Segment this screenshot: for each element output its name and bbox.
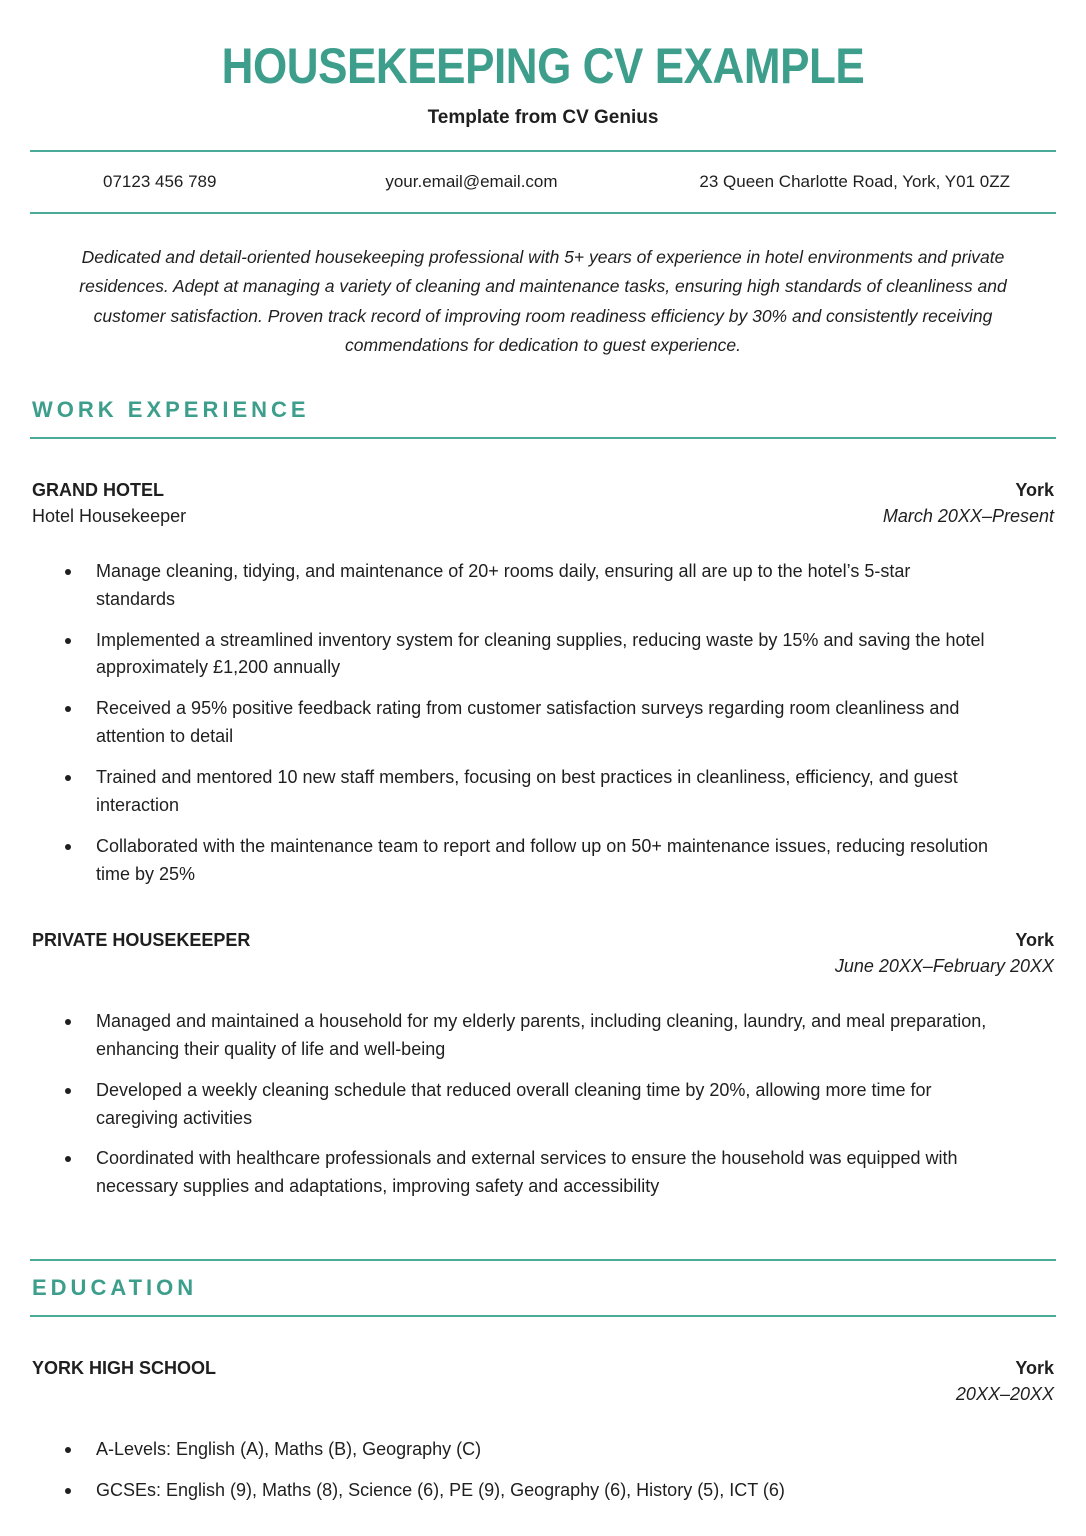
job-header-row <box>32 927 1054 953</box>
bullet-text: Trained and mentored 10 new staff members, focusing on best practices in cleanliness, efficiency, and guest interaction <box>96 767 958 815</box>
page-title: HOUSEKEEPING CV EXAMPLE <box>221 38 865 94</box>
bullet-text: Received a 95% positive feedback rating from customer satisfaction surveys regarding room cleanliness and attention to detail <box>96 698 960 747</box>
job-subheader-row <box>32 953 1054 979</box>
bullet-text: Managed and maintained a household for my elderly parents, including cleaning, laundry, and meal preparation, enhancing their quality of life and well-being <box>96 1010 987 1059</box>
bullet-item <box>65 695 990 751</box>
bullet-icon <box>65 1156 71 1162</box>
bullet-item <box>65 1145 990 1201</box>
bullet-text: GCSEs: English (9), Maths (8), Science (6), PE (9), Geography (6), History (5), ICT (6) <box>96 1480 785 1501</box>
job-dates: June 20XX–February 20XX <box>834 955 1054 976</box>
contact-phone: 07123 456 789 <box>103 172 217 191</box>
bullet-icon <box>65 706 71 712</box>
bullet-item <box>65 833 990 889</box>
professional-summary: Dedicated and detail-oriented housekeeping professional with 5+ years of experience in hotel environments and private residences. Adept at managing a variety of cleaning and maintenance tasks, ensuring high standards of cleanliness and customer satisfaction. Proven track record of improving room readiness efficiency by 30% and consistently receiving commendations for dedication to guest experience. <box>79 247 1007 356</box>
bullet-icon <box>65 775 71 781</box>
section-heading-education: EDUCATION <box>32 1275 198 1301</box>
bullet-icon <box>65 844 71 850</box>
contact-row <box>32 152 1054 212</box>
bullet-icon <box>65 638 71 644</box>
bullet-item <box>65 1008 990 1064</box>
job-bullet-list <box>65 1008 990 1201</box>
bullet-item <box>65 558 990 614</box>
bullet-item <box>65 1436 990 1464</box>
bullet-item <box>65 764 990 820</box>
employer-name: GRAND HOTEL <box>32 479 164 500</box>
school-name: YORK HIGH SCHOOL <box>32 1358 217 1379</box>
job-location: York <box>1015 929 1054 950</box>
bullet-item <box>65 1077 990 1133</box>
job-bullet-list <box>65 558 990 889</box>
section-heading-work-experience: WORK EXPERIENCE <box>32 396 310 422</box>
bullet-text: Collaborated with the maintenance team to report and follow up on 50+ maintenance issues, reducing resolution time by 25% <box>96 835 989 884</box>
cv-header <box>0 38 1086 129</box>
divider <box>30 212 1056 214</box>
employer-name: PRIVATE HOUSEKEEPER <box>32 929 251 950</box>
school-subheader-row <box>32 1381 1054 1407</box>
school-dates: 20XX–20XX <box>955 1384 1054 1405</box>
job-title: Hotel Housekeeper <box>32 505 187 526</box>
education-entry-york-high-school <box>32 1355 1054 1505</box>
contact-address: 23 Queen Charlotte Road, York, Y01 0ZZ <box>699 172 1010 191</box>
school-header-row <box>32 1355 1054 1381</box>
bullet-icon <box>65 1088 71 1094</box>
contact-email: your.email@email.com <box>385 172 558 191</box>
bullet-item <box>65 1477 990 1505</box>
bullet-icon <box>65 1019 71 1025</box>
divider <box>30 1315 1056 1317</box>
bullet-text: A-Levels: English (A), Maths (B), Geography (C) <box>96 1439 482 1460</box>
page-subtitle: Template from CV Genius <box>427 107 659 128</box>
school-location: York <box>1015 1358 1054 1379</box>
divider <box>30 437 1056 439</box>
bullet-icon <box>65 1447 71 1453</box>
job-location: York <box>1015 479 1054 500</box>
bullet-item <box>65 627 990 683</box>
bullet-text: Developed a weekly cleaning schedule that reduced overall cleaning time by 20%, allowing more time for caregiving activities <box>96 1079 932 1128</box>
divider <box>30 1259 1056 1261</box>
education-bullet-list <box>65 1436 990 1505</box>
bullet-text: Implemented a streamlined inventory system for cleaning supplies, reducing waste by 15% and saving the hotel approximately £1,200 annually <box>96 629 985 678</box>
job-entry-private-housekeeper <box>32 927 1054 1202</box>
job-header-row <box>32 477 1054 503</box>
job-entry-grand-hotel <box>32 477 1054 889</box>
bullet-icon <box>65 1488 71 1494</box>
bullet-text: Manage cleaning, tidying, and maintenance of 20+ rooms daily, ensuring all are up to the hotel’s 5-star standards <box>96 560 911 609</box>
bullet-icon <box>65 569 71 575</box>
job-subheader-row <box>32 503 1054 529</box>
job-dates: March 20XX–Present <box>882 505 1054 526</box>
bullet-text: Coordinated with healthcare professionals and external services to ensure the household was equipped with necessary supplies and adaptations, improving safety and accessibility <box>96 1148 958 1197</box>
